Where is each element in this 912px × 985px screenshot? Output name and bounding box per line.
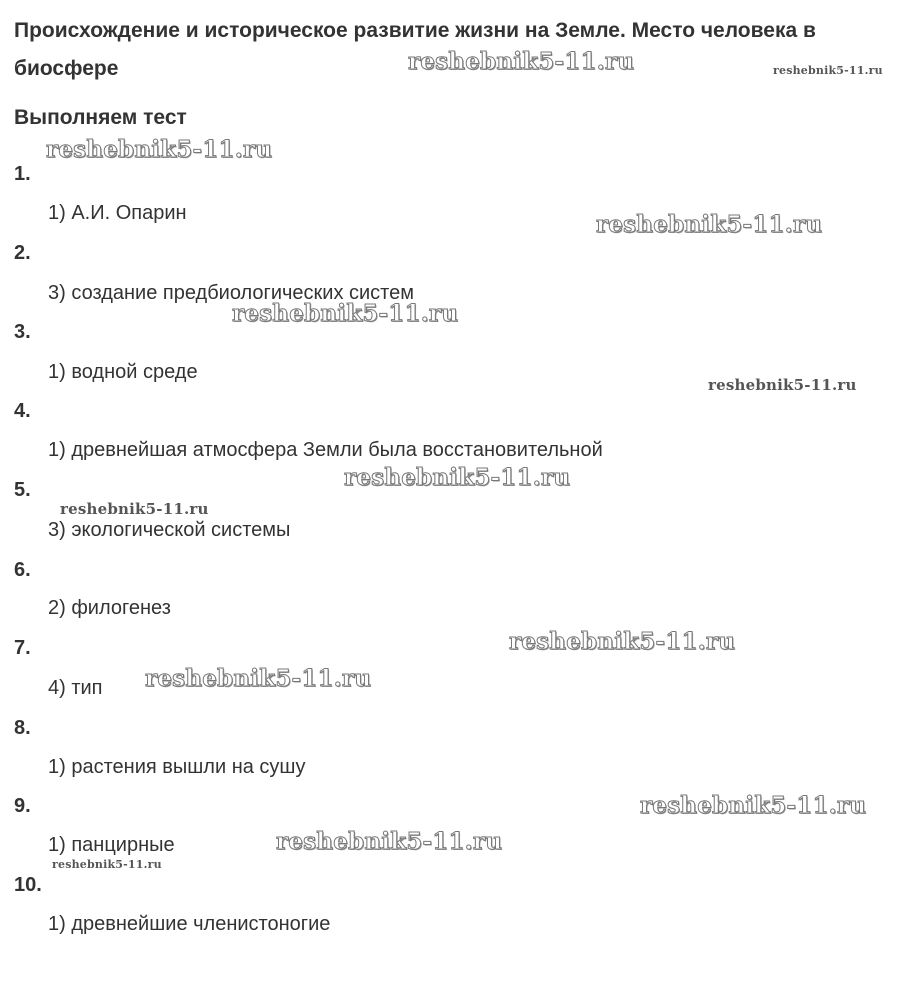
question-number-4: 4. [14, 400, 31, 422]
watermark: reshebnik5-11.ru [52, 858, 162, 871]
question-number-5: 5. [14, 479, 31, 501]
page-title: Происхождение и историческое развитие жизни на Земле. Место человека в биосфере [14, 19, 816, 80]
answer-9: 1) панцирные [48, 834, 175, 856]
watermark: reshebnik5-11.ru [509, 628, 736, 655]
question-number-2: 2. [14, 242, 31, 264]
answer-7: 4) тип [48, 677, 103, 699]
watermark: reshebnik5-11.ru [46, 136, 273, 163]
answer-4: 1) древнейшая атмосфера Земли была восстановительной [48, 439, 603, 461]
answer-8: 1) растения вышли на сушу [48, 756, 306, 778]
section-title: Выполняем тест [14, 106, 187, 129]
watermark: reshebnik5-11.ru [232, 300, 459, 327]
question-number-9: 9. [14, 795, 31, 817]
watermark: reshebnik5-11.ru [344, 464, 571, 491]
watermark: reshebnik5-11.ru [145, 665, 372, 692]
question-number-6: 6. [14, 559, 31, 581]
watermark: reshebnik5-11.ru [276, 828, 503, 855]
question-number-7: 7. [14, 637, 31, 659]
answer-2: 3) создание предбиологических систем [48, 282, 414, 304]
question-number-10: 10. [14, 874, 42, 896]
watermark: reshebnik5-11.ru [60, 500, 209, 518]
answer-5: 3) экологической системы [48, 519, 291, 541]
answer-3: 1) водной среде [48, 361, 198, 383]
watermark: reshebnik5-11.ru [708, 376, 857, 394]
watermark: reshebnik5-11.ru [408, 48, 635, 75]
question-number-1: 1. [14, 163, 31, 185]
watermark: reshebnik5-11.ru [640, 792, 867, 819]
answer-6: 2) филогенез [48, 597, 171, 619]
watermark: reshebnik5-11.ru [773, 64, 883, 77]
answer-10: 1) древнейшие членистоногие [48, 913, 331, 935]
watermark: reshebnik5-11.ru [596, 211, 823, 238]
question-number-3: 3. [14, 321, 31, 343]
answer-1: 1) А.И. Опарин [48, 202, 187, 224]
question-number-8: 8. [14, 717, 31, 739]
